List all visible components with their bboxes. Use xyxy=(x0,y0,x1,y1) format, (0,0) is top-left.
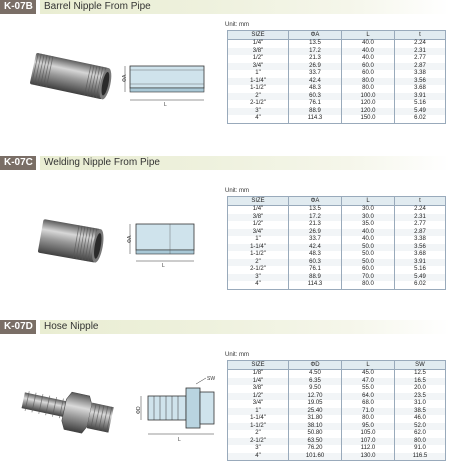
table-cell: 42.4 xyxy=(289,244,342,252)
table-row xyxy=(228,259,446,267)
table-cell: 40.0 xyxy=(342,48,395,56)
table-cell: 3.68 xyxy=(395,85,446,93)
table-row xyxy=(228,423,446,431)
table-cell: 50.80 xyxy=(289,430,342,438)
table-cell: 2.77 xyxy=(395,221,446,229)
table-cell: 25.40 xyxy=(289,408,342,416)
table-cell: 50.0 xyxy=(342,259,395,267)
table-cell: 101.60 xyxy=(289,453,342,461)
spec-table-k07d xyxy=(227,360,446,461)
table-cell: 63.50 xyxy=(289,438,342,446)
table-row xyxy=(228,78,446,86)
table-cell: 3/4" xyxy=(228,229,289,237)
table-cell: 20.0 xyxy=(395,385,446,393)
table-cell: 12.5 xyxy=(395,370,446,378)
table-cell: 48.3 xyxy=(289,85,342,93)
table-cell: 2-1/2" xyxy=(228,266,289,274)
table-cell: 1-1/4" xyxy=(228,244,289,252)
table-cell: 45.0 xyxy=(342,370,395,378)
table-cell: 1/8" xyxy=(228,370,289,378)
table-cell: 3.91 xyxy=(395,259,446,267)
column-header: SIZE xyxy=(228,197,289,206)
table-cell: 2" xyxy=(228,259,289,267)
table-cell: 2" xyxy=(228,430,289,438)
table-row xyxy=(228,393,446,401)
table-cell: 120.0 xyxy=(342,108,395,116)
column-header: SW xyxy=(395,361,446,370)
table-cell: 23.5 xyxy=(395,393,446,401)
table-cell: 2-1/2" xyxy=(228,438,289,446)
table-row xyxy=(228,281,446,289)
table-row xyxy=(228,55,446,63)
table-cell: 40.0 xyxy=(342,229,395,237)
table-row xyxy=(228,70,446,78)
table-cell: 80.0 xyxy=(342,281,395,289)
table-cell: 16.5 xyxy=(395,378,446,386)
table-cell: 6.02 xyxy=(395,115,446,123)
table-cell: 1/4" xyxy=(228,40,289,48)
table-cell: 3.56 xyxy=(395,244,446,252)
table-row xyxy=(228,408,446,416)
unit-label: Unit: mm xyxy=(225,22,249,28)
table-cell: 80.0 xyxy=(342,415,395,423)
table-cell: 17.2 xyxy=(289,214,342,222)
table-row xyxy=(228,100,446,108)
table-cell: 100.0 xyxy=(342,93,395,101)
dim-label-length: L xyxy=(164,102,167,108)
table-row xyxy=(228,438,446,446)
table-cell: 5.16 xyxy=(395,100,446,108)
table-cell: 62.0 xyxy=(395,430,446,438)
table-cell: 31.80 xyxy=(289,415,342,423)
table-cell: 19.05 xyxy=(289,400,342,408)
unit-label: Unit: mm xyxy=(225,352,249,358)
table-cell: 1/2" xyxy=(228,221,289,229)
product-title: Hose Nipple xyxy=(44,321,99,332)
table-cell: 3" xyxy=(228,108,289,116)
section-header-k07d xyxy=(0,320,450,334)
column-header: L xyxy=(342,361,395,370)
column-header: t xyxy=(395,31,446,40)
table-row xyxy=(228,274,446,282)
column-header: ΦA xyxy=(289,197,342,206)
table-cell: 3/8" xyxy=(228,214,289,222)
table-cell: 48.3 xyxy=(289,251,342,259)
product-code: K-07D xyxy=(0,320,36,334)
table-row xyxy=(228,206,446,214)
table-cell: 4" xyxy=(228,453,289,461)
table-cell: 1/2" xyxy=(228,55,289,63)
table-cell: 2.31 xyxy=(395,48,446,56)
dim-label-diameter: ΦD xyxy=(136,406,142,414)
table-cell: 64.0 xyxy=(342,393,395,401)
product-title: Welding Nipple From Pipe xyxy=(44,157,160,168)
barrel-nipple-drawing xyxy=(122,58,214,108)
table-cell: 76.1 xyxy=(289,266,342,274)
table-cell: 30.0 xyxy=(342,214,395,222)
table-cell: 114.3 xyxy=(289,281,342,289)
table-cell: 38.5 xyxy=(395,408,446,416)
table-cell: 1/4" xyxy=(228,378,289,386)
product-title: Barrel Nipple From Pipe xyxy=(44,1,151,12)
table-cell: 33.7 xyxy=(289,70,342,78)
table-cell: 3/4" xyxy=(228,63,289,71)
column-header: L xyxy=(342,197,395,206)
table-cell: 4" xyxy=(228,281,289,289)
table-cell: 2-1/2" xyxy=(228,100,289,108)
dim-label-length: L xyxy=(178,437,181,443)
table-row xyxy=(228,108,446,116)
table-cell: 42.4 xyxy=(289,78,342,86)
column-header: ΦD xyxy=(289,361,342,370)
dim-label-sw: SW xyxy=(207,376,216,382)
section-header-k07c xyxy=(0,156,450,170)
welding-nipple-photo xyxy=(30,212,110,272)
column-header: L xyxy=(342,31,395,40)
table-cell: 2" xyxy=(228,93,289,101)
table-cell: 4.50 xyxy=(289,370,342,378)
table-cell: 95.0 xyxy=(342,423,395,431)
table-cell: 47.0 xyxy=(342,378,395,386)
table-cell: 3.38 xyxy=(395,236,446,244)
spec-table-k07c xyxy=(227,196,446,290)
table-row xyxy=(228,236,446,244)
table-cell: 3/4" xyxy=(228,400,289,408)
table-cell: 112.0 xyxy=(342,445,395,453)
table-cell: 120.0 xyxy=(342,100,395,108)
table-cell: 1/2" xyxy=(228,393,289,401)
table-row xyxy=(228,40,446,48)
column-header: t xyxy=(395,197,446,206)
table-cell: 55.0 xyxy=(342,385,395,393)
table-cell: 60.0 xyxy=(342,63,395,71)
table-row xyxy=(228,221,446,229)
table-cell: 50.0 xyxy=(342,251,395,259)
dim-label-diameter: ΦA xyxy=(127,235,133,243)
table-cell: 21.3 xyxy=(289,55,342,63)
table-row xyxy=(228,214,446,222)
table-cell: 91.0 xyxy=(395,445,446,453)
table-row xyxy=(228,385,446,393)
table-cell: 46.0 xyxy=(395,415,446,423)
table-row xyxy=(228,93,446,101)
hose-nipple-photo xyxy=(16,380,122,442)
table-cell: 1/4" xyxy=(228,206,289,214)
barrel-nipple-photo xyxy=(24,42,114,112)
welding-nipple-drawing xyxy=(126,216,206,268)
table-cell: 60.0 xyxy=(342,70,395,78)
table-row xyxy=(228,115,446,123)
table-cell: 33.7 xyxy=(289,236,342,244)
table-cell: 3" xyxy=(228,445,289,453)
table-cell: 13.5 xyxy=(289,206,342,214)
table-cell: 3/8" xyxy=(228,385,289,393)
table-cell: 107.0 xyxy=(342,438,395,446)
table-cell: 80.0 xyxy=(342,78,395,86)
table-cell: 3.91 xyxy=(395,93,446,101)
table-row xyxy=(228,266,446,274)
table-cell: 60.0 xyxy=(342,266,395,274)
table-cell: 60.3 xyxy=(289,259,342,267)
table-row xyxy=(228,370,446,378)
table-cell: 2.31 xyxy=(395,214,446,222)
table-cell: 3" xyxy=(228,274,289,282)
table-cell: 3.68 xyxy=(395,251,446,259)
table-cell: 30.0 xyxy=(342,206,395,214)
table-cell: 1-1/2" xyxy=(228,251,289,259)
table-row xyxy=(228,244,446,252)
column-header: SIZE xyxy=(228,361,289,370)
table-cell: 76.20 xyxy=(289,445,342,453)
header-bar xyxy=(40,320,450,334)
table-cell: 70.0 xyxy=(342,274,395,282)
table-cell: 1-1/4" xyxy=(228,415,289,423)
table-cell: 1" xyxy=(228,236,289,244)
table-cell: 40.0 xyxy=(342,236,395,244)
table-cell: 5.49 xyxy=(395,108,446,116)
hose-nipple-drawing xyxy=(134,374,220,446)
table-cell: 88.9 xyxy=(289,108,342,116)
table-row xyxy=(228,453,446,461)
product-code: K-07B xyxy=(0,0,36,14)
table-cell: 80.0 xyxy=(395,438,446,446)
table-cell: 17.2 xyxy=(289,48,342,56)
table-cell: 60.3 xyxy=(289,93,342,101)
table-cell: 40.0 xyxy=(342,40,395,48)
table-cell: 2.24 xyxy=(395,206,446,214)
table-cell: 6.35 xyxy=(289,378,342,386)
unit-label: Unit: mm xyxy=(225,188,249,194)
table-cell: 12.70 xyxy=(289,393,342,401)
table-cell: 105.0 xyxy=(342,430,395,438)
table-row xyxy=(228,445,446,453)
table-cell: 2.24 xyxy=(395,40,446,48)
table-cell: 116.5 xyxy=(395,453,446,461)
table-cell: 130.0 xyxy=(342,453,395,461)
table-row xyxy=(228,63,446,71)
table-cell: 1" xyxy=(228,70,289,78)
column-header: ΦA xyxy=(289,31,342,40)
table-cell: 40.0 xyxy=(342,55,395,63)
table-cell: 2.87 xyxy=(395,229,446,237)
table-cell: 114.3 xyxy=(289,115,342,123)
table-row xyxy=(228,430,446,438)
table-cell: 1-1/4" xyxy=(228,78,289,86)
table-row xyxy=(228,48,446,56)
table-cell: 150.0 xyxy=(342,115,395,123)
dim-label-diameter: ΦA xyxy=(122,74,128,82)
table-cell: 3.38 xyxy=(395,70,446,78)
table-cell: 1" xyxy=(228,408,289,416)
table-cell: 31.0 xyxy=(395,400,446,408)
table-cell: 3/8" xyxy=(228,48,289,56)
table-row xyxy=(228,229,446,237)
product-code: K-07C xyxy=(0,156,36,170)
table-cell: 50.0 xyxy=(342,244,395,252)
table-cell: 4" xyxy=(228,115,289,123)
table-row xyxy=(228,251,446,259)
table-cell: 1-1/2" xyxy=(228,423,289,431)
table-cell: 68.0 xyxy=(342,400,395,408)
table-row xyxy=(228,378,446,386)
table-cell: 26.9 xyxy=(289,63,342,71)
table-row xyxy=(228,400,446,408)
table-row xyxy=(228,85,446,93)
table-cell: 38.10 xyxy=(289,423,342,431)
table-cell: 26.9 xyxy=(289,229,342,237)
table-cell: 2.87 xyxy=(395,63,446,71)
table-cell: 5.49 xyxy=(395,274,446,282)
spec-table-k07b xyxy=(227,30,446,124)
table-cell: 5.16 xyxy=(395,266,446,274)
table-cell: 3.56 xyxy=(395,78,446,86)
table-cell: 13.5 xyxy=(289,40,342,48)
table-row xyxy=(228,415,446,423)
column-header: SIZE xyxy=(228,31,289,40)
table-cell: 2.77 xyxy=(395,55,446,63)
dim-label-length: L xyxy=(162,263,165,268)
table-cell: 35.0 xyxy=(342,221,395,229)
table-cell: 52.0 xyxy=(395,423,446,431)
table-cell: 88.9 xyxy=(289,274,342,282)
table-cell: 21.3 xyxy=(289,221,342,229)
table-cell: 9.50 xyxy=(289,385,342,393)
table-cell: 80.0 xyxy=(342,85,395,93)
table-cell: 76.1 xyxy=(289,100,342,108)
table-cell: 1-1/2" xyxy=(228,85,289,93)
section-header-k07b xyxy=(0,0,450,14)
table-cell: 71.0 xyxy=(342,408,395,416)
table-cell: 6.02 xyxy=(395,281,446,289)
